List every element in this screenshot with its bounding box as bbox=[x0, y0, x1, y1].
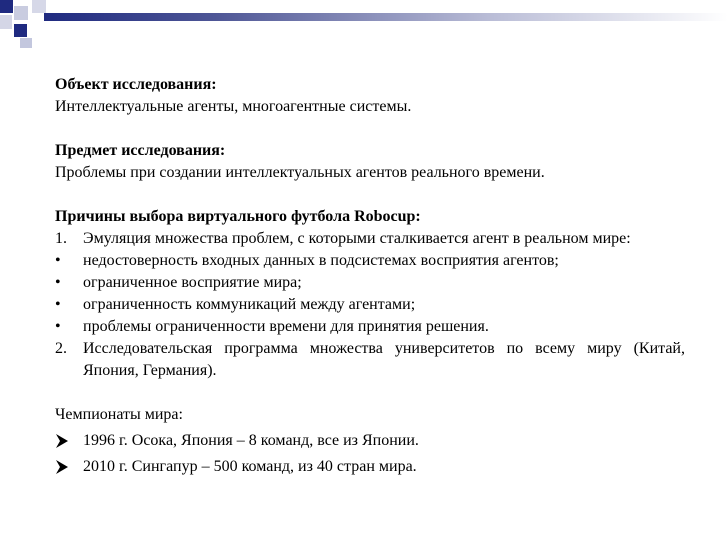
list-item-text: 1996 г. Осока, Япония – 8 команд, все из Японии. bbox=[83, 432, 419, 449]
spacer bbox=[55, 184, 685, 206]
bullet-icon: • bbox=[55, 274, 61, 291]
list-item bbox=[55, 316, 685, 338]
arrow-bullet-icon bbox=[55, 433, 69, 449]
spacer bbox=[55, 382, 685, 404]
championships-heading: Чемпионаты мира: bbox=[55, 406, 183, 423]
bullet-icon: • bbox=[55, 252, 61, 269]
spacer bbox=[55, 118, 685, 140]
slide-content bbox=[55, 74, 685, 478]
bullet-icon: • bbox=[55, 296, 61, 313]
list-item bbox=[55, 228, 685, 250]
list-item-text: недостоверность входных данных в подсистемах восприятия агентов; bbox=[83, 252, 559, 269]
header-gradient-bar bbox=[44, 13, 728, 21]
list-item bbox=[55, 338, 685, 382]
list-item-text: Эмуляция множества проблем, с которыми сталкивается агент в реальном мире: bbox=[83, 230, 631, 247]
object-text: Интеллектуальные агенты, многоагентные системы. bbox=[55, 98, 412, 115]
list-item bbox=[55, 456, 685, 478]
list-item bbox=[55, 272, 685, 294]
list-item bbox=[55, 430, 685, 452]
subject-heading: Предмет исследования: bbox=[55, 142, 226, 159]
list-item bbox=[55, 250, 685, 272]
header-decoration bbox=[0, 0, 728, 50]
bullet-icon: • bbox=[55, 318, 61, 335]
list-marker: 1. bbox=[55, 230, 67, 247]
decor-square bbox=[14, 6, 28, 20]
decor-square bbox=[0, 15, 12, 29]
decor-square bbox=[14, 24, 27, 37]
arrow-bullet-icon bbox=[55, 459, 69, 475]
list-item-text: проблемы ограниченности времени для принятия решения. bbox=[83, 318, 489, 335]
object-heading: Объект исследования: bbox=[55, 76, 217, 93]
list-item-text: ограниченное восприятие мира; bbox=[83, 274, 302, 291]
list-item-text: Исследовательская программа множества университетов по всему миру (Китай, Япония, Германия). bbox=[83, 340, 685, 379]
list-marker: 2. bbox=[55, 340, 67, 357]
decor-square bbox=[0, 0, 13, 13]
list-item-text: 2010 г. Сингапур – 500 команд, из 40 стран мира. bbox=[83, 458, 417, 475]
decor-square bbox=[32, 0, 46, 13]
decor-square bbox=[20, 38, 32, 48]
reasons-heading: Причины выбора виртуального футбола Robocup: bbox=[55, 208, 421, 225]
list-item bbox=[55, 294, 685, 316]
list-item-text: ограниченность коммуникаций между агентами; bbox=[83, 296, 416, 313]
subject-text: Проблемы при создании интеллектуальных агентов реального времени. bbox=[55, 164, 545, 181]
